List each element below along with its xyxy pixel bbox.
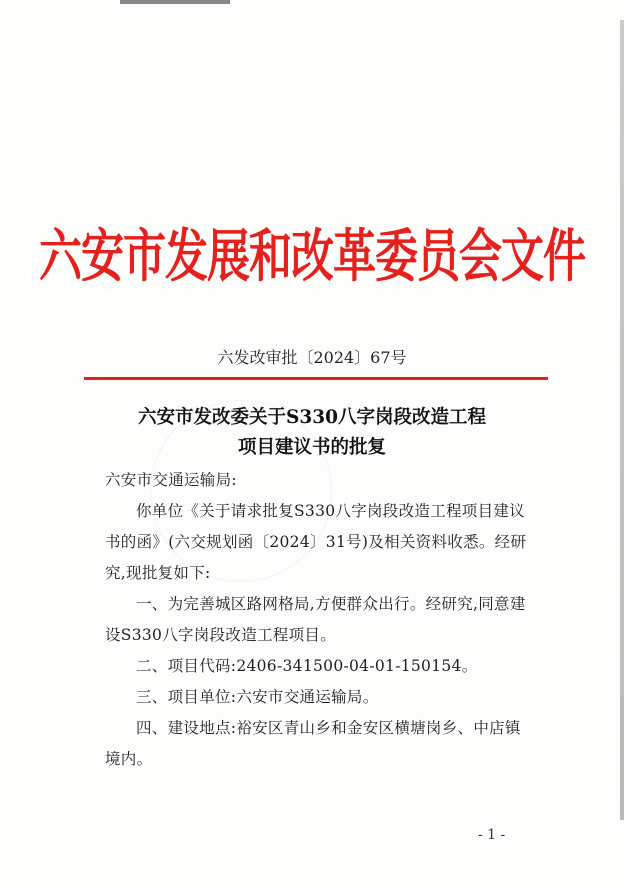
body-paragraph: 你单位《关于请求批复S330八字岗段改造工程项目建议书的函》(六交规划函〔2024〕31号)及相关资料收悉。经研究,现批复如下: — [105, 502, 527, 582]
approval-item-2: 二、项目代码:2406-341500-04-01-150154。 — [136, 657, 478, 675]
scan-mark — [120, 0, 230, 4]
approval-item-1: 一、为完善城区路网格局,方便群众出行。经研究,同意建设S330八字岗段改造工程项目。 — [105, 595, 526, 644]
approval-item-4: 四、建设地点:裕安区青山乡和金安区横塘岗乡、中店镇境内。 — [105, 719, 521, 768]
document-body — [105, 465, 535, 775]
red-divider-line — [84, 377, 548, 380]
subject-line-2: 项目建议书的批复 — [237, 437, 386, 458]
page-number: - 1 - — [478, 827, 506, 843]
subject-line-1: 六安市发改委关于S330八字岗段改造工程 — [138, 407, 486, 428]
document-number: 六发改审批〔2024〕67号 — [217, 348, 407, 367]
approval-item-3: 三、项目单位:六安市交通运输局。 — [136, 688, 379, 706]
recipient: 六安市交通运输局: — [105, 471, 237, 489]
agency-file-title: 六安市发展和改革委员会文件 — [39, 223, 585, 290]
document-subject — [0, 403, 624, 463]
